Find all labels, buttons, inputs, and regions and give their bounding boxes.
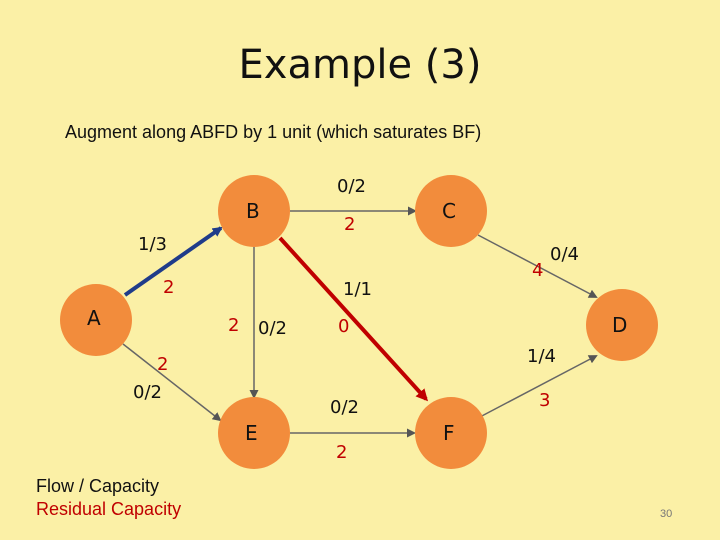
edge-b-e-flow-label: 0/2 (258, 318, 287, 339)
edge-a-e-residual-label: 2 (157, 354, 169, 375)
node-e-label: E (245, 421, 258, 445)
node-b-label: B (246, 199, 260, 223)
edge-f-d-flow-label: 1/4 (527, 346, 556, 367)
edge-c-d-residual-label: 4 (532, 260, 544, 281)
legend-flow-capacity: Flow / Capacity (36, 476, 160, 496)
edge-a-b-residual-label: 2 (163, 277, 175, 298)
edge-c-d-flow-label: 0/4 (550, 244, 579, 265)
edge-e-f-residual-label: 2 (336, 442, 348, 463)
node-a (60, 284, 132, 356)
edge-b-e-residual-label: 2 (228, 315, 240, 336)
node-c (415, 175, 487, 247)
slide-subtitle: Augment along ABFD by 1 unit (which saturates BF) (65, 122, 482, 142)
edge-b-c-flow-label: 0/2 (337, 176, 366, 197)
edge-b-f (280, 238, 426, 399)
node-e (218, 397, 290, 469)
edge-e-f-flow-label: 0/2 (330, 397, 359, 418)
node-b (218, 175, 290, 247)
edge-a-b-flow-label: 1/3 (138, 234, 167, 255)
page-number: 30 (660, 508, 673, 520)
edge-a-e-flow-label: 0/2 (133, 382, 162, 403)
node-f-label: F (443, 421, 455, 445)
node-f (415, 397, 487, 469)
edge-b-f-residual-label: 0 (338, 316, 350, 337)
node-c-label: C (442, 199, 456, 223)
node-d (586, 289, 658, 361)
slide-title: Example (3) (238, 42, 482, 88)
edge-f-d-residual-label: 3 (539, 390, 551, 411)
node-d-label: D (612, 313, 628, 337)
node-a-label: A (87, 306, 101, 330)
legend-residual-capacity: Residual Capacity (36, 499, 182, 519)
edge-b-c-residual-label: 2 (344, 214, 356, 235)
edge-b-f-flow-label: 1/1 (343, 279, 372, 300)
